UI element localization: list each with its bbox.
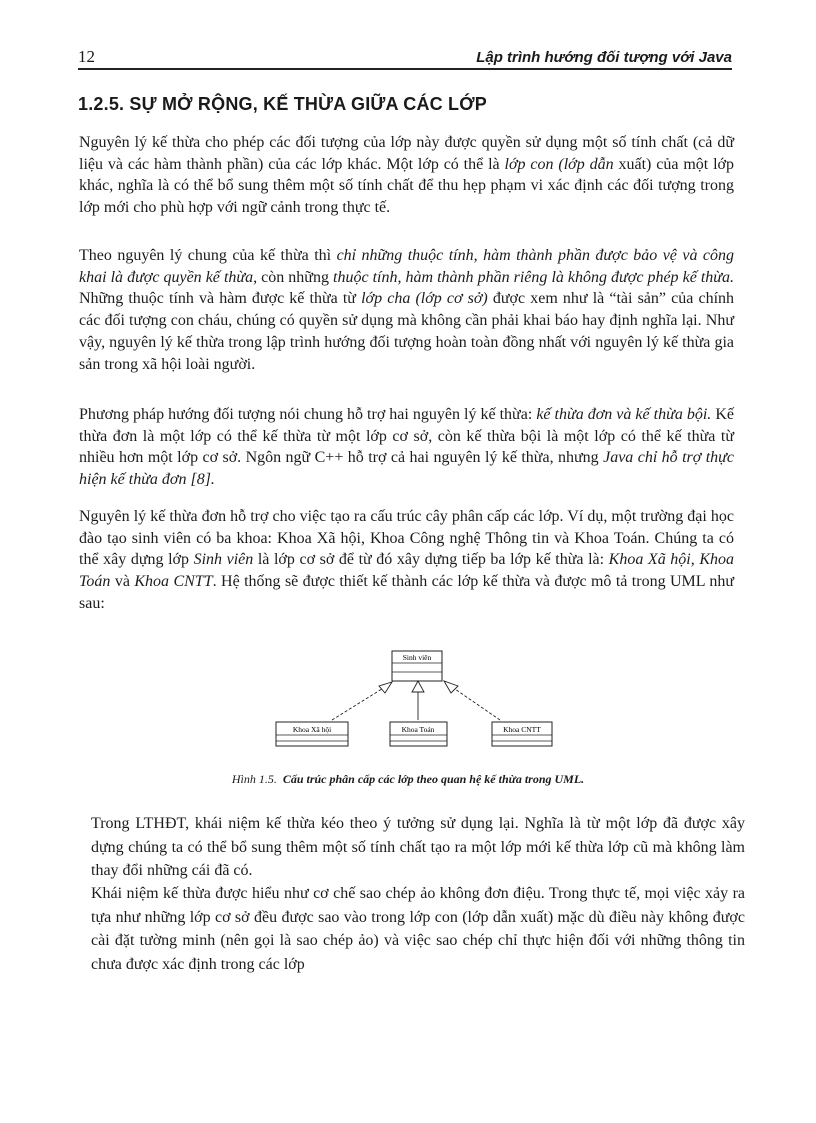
- p2-emphasis-2: thuộc tính, hàm thành phần riêng là không được phép kế thừa.: [333, 268, 735, 286]
- p3-emphasis-2: Java chỉ hỗ trợ thực hiện kế thừa đơn [8].: [79, 449, 735, 489]
- page-number: 12: [78, 47, 95, 66]
- class-box-khoa-toan: [390, 722, 447, 746]
- p4-emphasis-1: Sinh viên: [193, 551, 254, 569]
- paragraph-5: Trong LTHĐT, khái niệm kế thừa kéo theo ý tưởng sử dụng lại. Nghĩa là từ một lớp đã được xây dựng chúng ta có thể bổ sung thêm một số tính chất tạo ra một lớp mới kế thừa lớp cũ mà không làm thay đổi những cái đã có.: [91, 815, 745, 879]
- p2-text-2: , còn những: [253, 268, 334, 286]
- uml-class-diagram: [0, 640, 816, 760]
- p4-text-1: Nguyên lý kế thừa đơn hỗ trợ cho việc tạo ra cấu trúc cây phân cấp các lớp. Ví dụ, một trường đại học đào tạo sinh viên có ba khoa: Khoa Xã hội, Khoa Công nghệ Thông tin và Khoa Toán. Chúng ta có thể xây dựng lớp: [79, 508, 734, 569]
- p4-text-4: . Hệ thống sẽ được thiết kế thành các lớp kế thừa và được mô tả trong UML như sau:: [79, 573, 735, 612]
- paragraph-2: [79, 245, 734, 375]
- p2-text-1: Theo nguyên lý chung của kế thừa thì: [79, 247, 337, 264]
- figure-label: Hình 1.5.: [231, 772, 277, 786]
- paragraph-4: [79, 506, 734, 615]
- p1-text-1: Nguyên lý kế thừa cho phép các đối tượng của lớp này được quyền sử dụng một số tính chất (cả dữ liệu và các hàm thành phần) của các lớp khác. Một lớp có thể là: [79, 134, 734, 173]
- class-name-khoa-cntt: Khoa CNTT: [503, 725, 541, 734]
- p4-emphasis-3: Khoa CNTT: [134, 573, 213, 591]
- class-box-khoa-cntt: [492, 722, 552, 746]
- class-box-sinh-vien: [392, 651, 442, 681]
- class-name-sinh-vien: Sinh viên: [402, 653, 432, 662]
- p1-text-2: xuất) của một lớp khác, nghĩa là có thể bổ sung thêm một số tính chất để thu hẹp phạm vi xác định các đối tượng trong lớp mới cho phù hợp với ngữ cảnh trong thực tế.: [79, 155, 734, 217]
- paragraph-3: [79, 404, 734, 491]
- figure-caption-text: Cấu trúc phân cấp các lớp theo quan hệ kế thừa trong UML.: [282, 772, 585, 786]
- p3-text-2: Kế thừa đơn là một lớp có thể kế thừa từ một lớp cơ sở, còn kế thừa bội là một lớp có thể kế thừa từ nhiều hơn một lớp cơ sở. Ngôn ngữ C++ hỗ trợ cả hai nguyên lý kế thừa, nhưng: [79, 406, 734, 467]
- figure-caption: [0, 772, 816, 787]
- p2-emphasis-1: chỉ những thuộc tính, hàm thành phần được bảo vệ và công khai là được quyền kế thừa: [79, 247, 735, 286]
- page-header: [78, 44, 732, 70]
- generalization-arrows: [332, 681, 500, 720]
- p2-text-4: được xem như là “tài sản” của chính các đối tượng con cháu, chúng có quyền sử dụng mà không cần phải khai báo hay định nghĩa lại. Như vậy, nguyên lý kế thừa trong lập trình hướng đối tượng hoàn toàn đồng nhất với nguyên lý kế thừa gia sản trong xã hội loài người.: [79, 290, 735, 373]
- p1-emphasis-1: lớp con (lớp dẫn: [504, 155, 614, 173]
- class-name-khoa-xa-hoi: Khoa Xã hội: [292, 725, 332, 734]
- p4-emphasis-2: Khoa Xã hội, Khoa Toán: [79, 551, 734, 591]
- section-title: 1.2.5. SỰ MỞ RỘNG, KẾ THỪA GIỮA CÁC LỚP: [78, 94, 488, 114]
- running-title: Lập trình hướng đối tượng với Java: [476, 49, 732, 66]
- p2-text-3: Những thuộc tính và hàm được kế thừa từ: [79, 290, 362, 308]
- p4-text-3: và: [110, 573, 135, 591]
- paragraph-1: [79, 132, 734, 219]
- paragraph-6: Khái niệm kế thừa được hiểu như cơ chế sao chép ảo không đơn điệu. Trong thực tế, mọi việc xảy ra tựa như những lớp cơ sở đều được sao vào trong lớp con (lớp dẫn xuất) mặc dù điều này không được cài đặt tường minh (nên gọi là sao chép ảo) và việc sao chép chỉ thực hiện đối với những thông tin chưa được xác định trong các lớp: [91, 885, 745, 973]
- p3-text-1: Phương pháp hướng đối tượng nói chung hỗ trợ hai nguyên lý kế thừa:: [79, 406, 537, 423]
- p4-text-2: là lớp cơ sở để từ đó xây dựng tiếp ba lớp kế thừa là:: [253, 551, 609, 569]
- p3-emphasis-1: kế thừa đơn và kế thừa bội.: [536, 406, 712, 423]
- p2-emphasis-3: lớp cha (lớp cơ sở): [361, 290, 488, 308]
- class-box-khoa-xa-hoi: [276, 722, 348, 746]
- class-name-khoa-toan: Khoa Toán: [401, 725, 435, 734]
